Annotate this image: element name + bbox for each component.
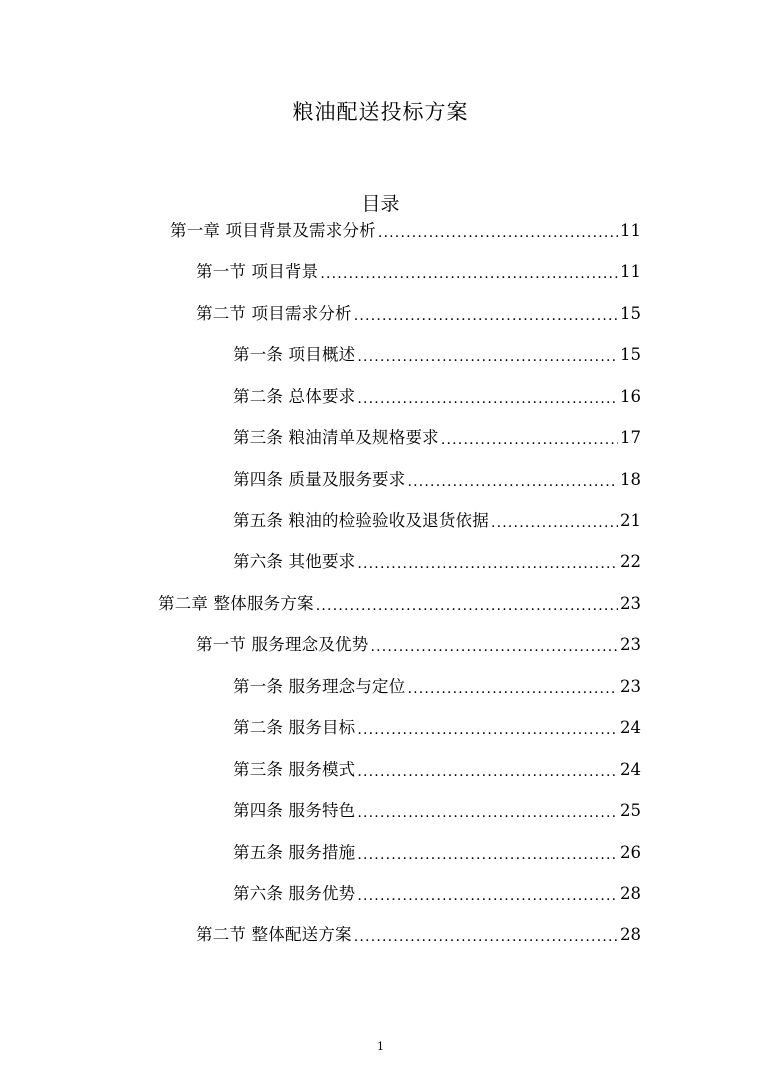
toc-entry-article-2-1-4[interactable]	[233, 798, 641, 824]
toc-entry-label: 第五条 粮油的检验验收及退货依据	[233, 511, 489, 530]
toc-heading: 目录	[361, 193, 400, 215]
toc-entry-chapter-1[interactable]	[170, 218, 641, 244]
toc-entry-label: 第四条 质量及服务要求	[233, 470, 406, 489]
toc-entry-page: 11	[620, 262, 641, 281]
toc-entry-section-1-2[interactable]	[196, 301, 641, 327]
toc-entry-article-2-1-3[interactable]	[233, 757, 641, 783]
toc-entry-page: 28	[620, 925, 641, 944]
toc-entry-article-1-2-3[interactable]	[233, 425, 641, 451]
toc-dot-leader	[357, 881, 618, 907]
toc-entry-label: 第一条 项目概述	[233, 345, 356, 364]
toc-dot-leader	[354, 301, 618, 327]
toc-entry-article-1-2-4[interactable]	[233, 467, 641, 493]
toc-entry-label: 第二节 整体配送方案	[196, 925, 352, 944]
toc-dot-leader	[357, 798, 618, 824]
toc-dot-leader	[407, 674, 618, 700]
toc-entry-article-1-2-6[interactable]	[233, 549, 641, 575]
toc-dot-leader	[378, 218, 618, 244]
toc-entry-label: 第一节 项目背景	[196, 262, 319, 281]
toc-entry-page: 18	[620, 470, 641, 489]
toc-dot-leader	[441, 425, 618, 451]
toc-entry-chapter-2[interactable]	[158, 591, 641, 617]
toc-dot-leader	[370, 632, 618, 658]
toc-entry-label: 第一章 项目背景及需求分析	[170, 221, 376, 240]
toc-dot-leader	[357, 342, 618, 368]
toc-entry-page: 15	[620, 304, 641, 323]
toc-dot-leader	[354, 922, 618, 948]
page-number: 1	[377, 1040, 384, 1053]
toc-entry-page: 23	[620, 677, 641, 696]
toc-entry-label: 第五条 服务措施	[233, 843, 356, 862]
document-title: 粮油配送投标方案	[292, 100, 469, 124]
toc-entry-article-1-2-1[interactable]	[233, 342, 641, 368]
toc-dot-leader	[357, 840, 618, 866]
toc-entry-article-1-2-2[interactable]	[233, 384, 641, 410]
toc-entry-page: 24	[620, 718, 641, 737]
toc-entry-page: 26	[620, 843, 641, 862]
toc-entry-label: 第二章 整体服务方案	[158, 594, 314, 613]
toc-entry-page: 28	[620, 884, 641, 903]
toc-entry-article-2-1-1[interactable]	[233, 674, 641, 700]
toc-dot-leader	[357, 757, 618, 783]
toc-entry-page: 25	[620, 801, 641, 820]
toc-entry-article-1-2-5[interactable]	[233, 508, 641, 534]
toc-entry-label: 第六条 服务优势	[233, 884, 356, 903]
toc-entry-label: 第一条 服务理念与定位	[233, 677, 406, 696]
toc-entry-label: 第二节 项目需求分析	[196, 304, 352, 323]
toc-dot-leader	[357, 715, 618, 741]
toc-entry-page: 21	[620, 511, 641, 530]
toc-dot-leader	[491, 508, 618, 534]
toc-entry-section-2-2[interactable]	[196, 922, 641, 948]
toc-entry-label: 第三条 服务模式	[233, 760, 356, 779]
toc-entry-page: 16	[620, 387, 641, 406]
toc-dot-leader	[357, 549, 618, 575]
toc-dot-leader	[316, 591, 618, 617]
toc-entry-page: 11	[620, 221, 641, 240]
toc-entry-page: 17	[620, 428, 641, 447]
toc-entry-label: 第一节 服务理念及优势	[196, 635, 369, 654]
toc-dot-leader	[357, 384, 618, 410]
toc-dot-leader	[320, 259, 618, 285]
toc-entry-label: 第三条 粮油清单及规格要求	[233, 428, 439, 447]
toc-entry-page: 23	[620, 594, 641, 613]
toc-entry-article-2-1-5[interactable]	[233, 840, 641, 866]
toc-entry-label: 第六条 其他要求	[233, 552, 356, 571]
toc-entry-section-1-1[interactable]	[196, 259, 641, 285]
toc-entry-page: 22	[620, 552, 641, 571]
toc-entry-page: 24	[620, 760, 641, 779]
toc-entry-label: 第二条 总体要求	[233, 387, 356, 406]
toc-dot-leader	[407, 467, 618, 493]
toc-entry-page: 23	[620, 635, 641, 654]
toc-entry-label: 第四条 服务特色	[233, 801, 356, 820]
toc-entry-label: 第二条 服务目标	[233, 718, 356, 737]
toc-entry-article-2-1-6[interactable]	[233, 881, 641, 907]
toc-entry-section-2-1[interactable]	[196, 632, 641, 658]
toc-entry-article-2-1-2[interactable]	[233, 715, 641, 741]
toc-entry-page: 15	[620, 345, 641, 364]
